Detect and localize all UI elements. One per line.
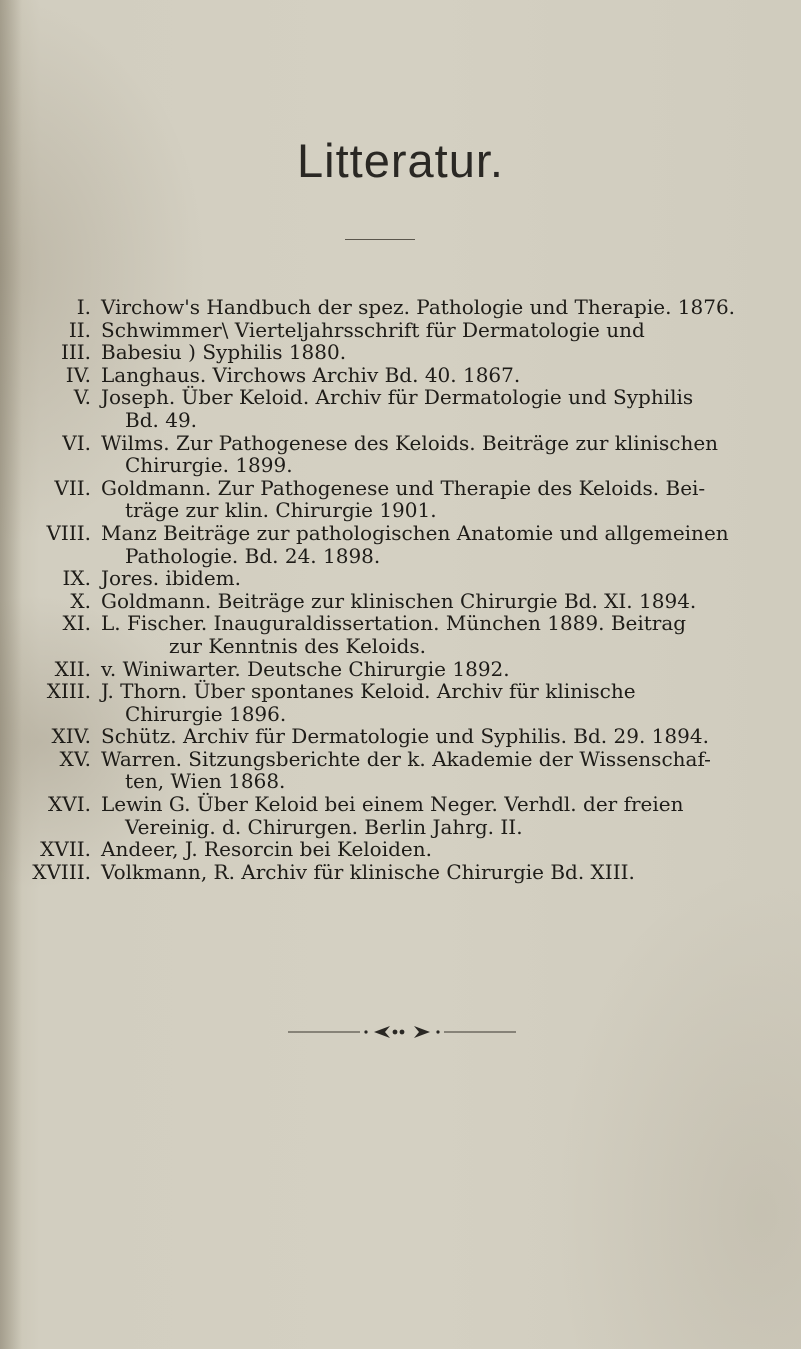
reference-number: XII.	[54, 656, 91, 681]
reference-text	[101, 522, 746, 567]
reference-line: Wilms. Zur Pathogenese des Keloids. Beiträge zur klinischen	[101, 430, 719, 455]
reference-number: VI.	[62, 430, 91, 455]
reference-entry	[0, 590, 801, 613]
reference-number: IV.	[65, 362, 91, 387]
reference-number: XIII.	[46, 679, 91, 704]
reference-line: Goldmann. Zur Pathogenese und Therapie des Keloids. Bei-	[101, 475, 706, 500]
reference-number: V.	[73, 385, 91, 410]
reference-entry	[0, 522, 801, 567]
reference-number: IX.	[62, 566, 91, 591]
reference-entry	[0, 319, 801, 342]
reference-text	[101, 748, 746, 793]
reference-entry	[0, 341, 801, 364]
reference-text	[101, 725, 746, 748]
reference-list	[0, 296, 801, 883]
reference-number: III.	[60, 340, 91, 365]
reference-text	[101, 364, 746, 387]
reference-continuation-line: Chirurgie. 1899.	[125, 453, 293, 478]
reference-entry	[0, 748, 801, 793]
reference-continuation-line: Chirurgie 1896.	[125, 701, 287, 726]
reference-text	[101, 680, 746, 725]
reference-text	[101, 612, 746, 657]
reference-text	[101, 477, 746, 522]
reference-line: Volkmann, R. Archiv für klinische Chirurgie Bd. XIII.	[101, 859, 635, 884]
reference-entry	[0, 861, 801, 884]
reference-number: XVII.	[40, 837, 91, 862]
reference-text	[101, 658, 746, 681]
reference-entry	[0, 680, 801, 725]
reference-number: VII.	[54, 475, 91, 500]
page-title: Litteratur.	[297, 134, 504, 187]
reference-text	[101, 861, 746, 884]
reference-continuation-line: zur Kenntnis des Keloids.	[169, 633, 427, 658]
reference-continuation-line: Bd. 49.	[125, 407, 198, 432]
reference-entry	[0, 793, 801, 838]
reference-entry	[0, 612, 801, 657]
reference-line: Virchow's Handbuch der spez. Pathologie und Therapie. 1876.	[101, 295, 736, 319]
reference-entry	[0, 658, 801, 681]
reference-number: XI.	[62, 611, 91, 636]
reference-text	[101, 341, 746, 364]
reference-entry	[0, 296, 801, 319]
reference-number: XVIII.	[32, 859, 91, 884]
reference-line: Schwimmer\ Vierteljahrsschrift für Dermatologie und	[101, 317, 645, 342]
reference-line: Babesiu ) Syphilis 1880.	[101, 340, 347, 365]
reference-entry	[0, 432, 801, 477]
reference-text	[101, 567, 746, 590]
reference-number: VIII.	[46, 520, 91, 545]
reference-line: Schütz. Archiv für Dermatologie und Syphilis. Bd. 29. 1894.	[101, 724, 709, 749]
reference-entry	[0, 477, 801, 522]
reference-line: J. Thorn. Über spontanes Keloid. Archiv für klinische	[101, 679, 636, 704]
reference-text	[101, 296, 746, 319]
reference-entry	[0, 838, 801, 861]
reference-text	[101, 386, 746, 431]
reference-text	[101, 590, 746, 613]
reference-text	[101, 432, 746, 477]
reference-line: v. Winiwarter. Deutsche Chirurgie 1892.	[101, 656, 510, 681]
reference-number: X.	[70, 588, 91, 613]
reference-text	[101, 838, 746, 861]
end-ornament	[288, 1023, 516, 1041]
reference-entry	[0, 567, 801, 590]
reference-entry	[0, 725, 801, 748]
reference-line: Joseph. Über Keloid. Archiv für Dermatologie und Syphilis	[101, 385, 694, 410]
reference-line: Jores. ibidem.	[101, 566, 241, 591]
reference-line: Lewin G. Über Keloid bei einem Neger. Verhdl. der freien	[101, 792, 684, 817]
reference-continuation-line: träge zur klin. Chirurgie 1901.	[125, 498, 437, 523]
reference-number: XVI.	[48, 792, 91, 817]
reference-entry	[0, 364, 801, 387]
reference-line: Andeer, J. Resorcin bei Keloiden.	[101, 837, 432, 862]
reference-number: XIV.	[51, 724, 91, 749]
reference-continuation-line: Pathologie. Bd. 24. 1898.	[125, 543, 381, 568]
reference-number: I.	[76, 295, 91, 319]
reference-line: Goldmann. Beiträge zur klinischen Chirurgie Bd. XI. 1894.	[101, 588, 697, 613]
reference-number: II.	[68, 317, 91, 342]
reference-continuation-line: ten, Wien 1868.	[125, 769, 286, 794]
reference-entry	[0, 386, 801, 431]
reference-line: Langhaus. Virchows Archiv Bd. 40. 1867.	[101, 362, 521, 387]
reference-line: Warren. Sitzungsberichte der k. Akademie der Wissenschaf-	[101, 746, 711, 771]
reference-continuation-line: Vereinig. d. Chirurgen. Berlin Jahrg. II.	[125, 814, 523, 839]
title-rule	[345, 239, 415, 240]
reference-line: Manz Beiträge zur pathologischen Anatomie und allgemeinen	[101, 520, 729, 545]
reference-text	[101, 793, 746, 838]
reference-number: XV.	[59, 746, 91, 771]
reference-text	[101, 319, 746, 342]
reference-line: L. Fischer. Inauguraldissertation. München 1889. Beitrag	[101, 611, 687, 636]
